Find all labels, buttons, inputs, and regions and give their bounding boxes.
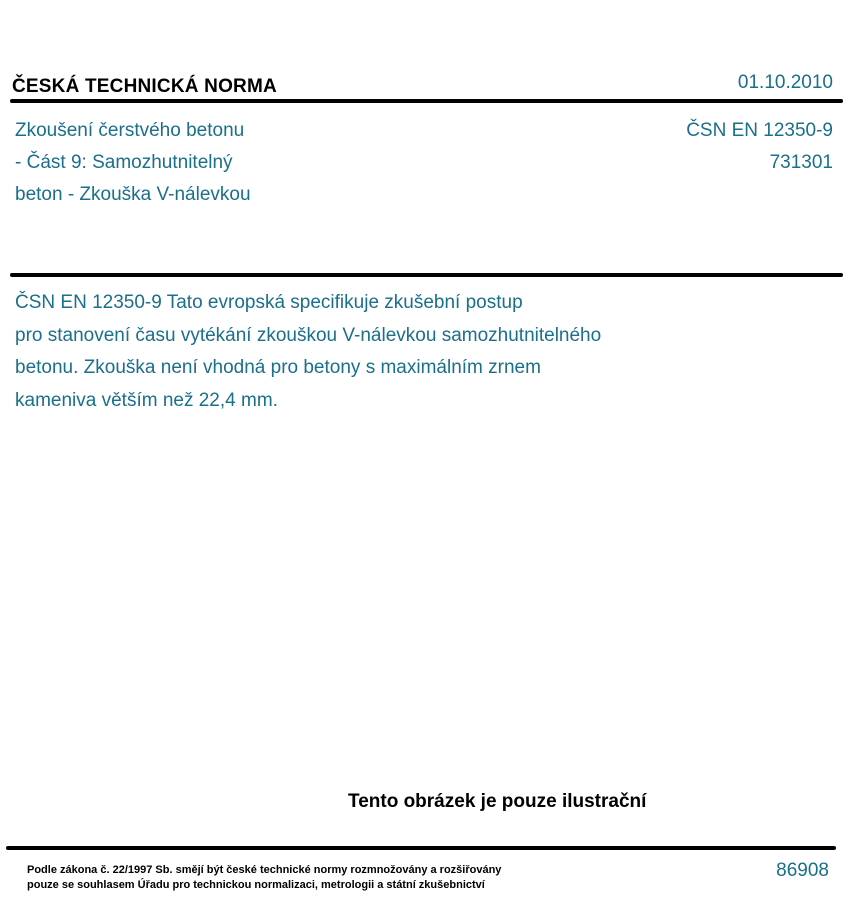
- document-title-line: Zkoušení čerstvého betonu: [15, 120, 245, 141]
- legal-notice-line: Podle zákona č. 22/1997 Sb. smějí být české technické normy rozmnožovány a rozšiřovány: [27, 864, 502, 876]
- class-number: 731301: [769, 152, 833, 173]
- norm-title: ČESKÁ TECHNICKÁ NORMA: [12, 76, 277, 97]
- legal-notice-line: pouze se souhlasem Úřadu pro technickou normalizaci, metrologii a státní zkušebnictví: [27, 879, 485, 891]
- standard-identifiers: [686, 115, 833, 179]
- abstract-line: pro stanovení času vytékání zkouškou V-nálevkou samozhutnitelného: [15, 324, 602, 346]
- document-title-line: beton - Zkouška V-nálevkou: [15, 184, 251, 205]
- publication-date: 01.10.2010: [737, 72, 833, 93]
- illustration-note: Tento obrázek je pouze ilustrační: [348, 791, 647, 812]
- standard-code: ČSN EN 12350-9: [686, 120, 833, 141]
- document-title-line: - Část 9: Samozhutnitelný: [15, 152, 233, 173]
- abstract: [15, 287, 601, 417]
- title-divider: [10, 273, 843, 277]
- footer-divider: [6, 846, 836, 850]
- abstract-line: betonu. Zkouška není vhodná pro betony s maximálním zrnem: [15, 357, 541, 378]
- abstract-line: ČSN EN 12350-9 Tato evropská specifikuje zkušební postup: [15, 292, 523, 313]
- document-title: [15, 115, 251, 211]
- abstract-line: kameniva větším než 22,4 mm.: [15, 389, 278, 411]
- legal-notice: [27, 863, 501, 893]
- catalog-number: 86908: [776, 860, 829, 881]
- header-divider: [10, 99, 843, 103]
